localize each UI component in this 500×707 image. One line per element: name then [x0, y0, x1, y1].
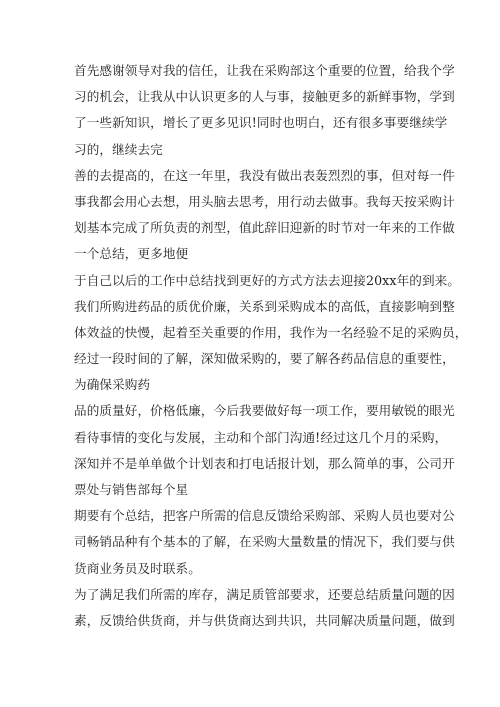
text-line: 划基本完成了所负责的剂型，值此辞旧迎新的时节对一年来的工作做: [74, 220, 455, 236]
text-line: 素，反馈给供货商，并与供货商达到共识，共同解决质量问题，做到: [74, 612, 455, 628]
text-line: 于自己以后的工作中总结找到更好的方式方法去迎接20xx年的到来。: [74, 272, 461, 288]
text-line: 为了满足我们所需的库存，满足质管部要求，还要总结质量问题的因: [74, 586, 455, 602]
text-line: 看待事情的变化与发展，主动和个部门沟通!经过这几个月的采购，: [74, 429, 448, 445]
text-line: 司畅销品种有个基本的了解，在采购大量数量的情况下，我们要与供: [74, 534, 455, 550]
text-line: 我们所购进药品的质优价廉，关系到采购成本的高低，直接影响到整: [74, 298, 455, 314]
text-line: 体效益的快慢，起着至关重要的作用，我作为一名经验不足的采购员，: [74, 324, 468, 340]
text-line: 首先感谢领导对我的信任，让我在采购部这个重要的位置，给我个学: [74, 63, 455, 78]
text-line: 事我都会用心去想，用头脑去思考，用行动去做事。我每天按采购计: [74, 193, 455, 209]
text-line: 期要有个总结，把客户所需的信息反馈给采购部、采购人员也要对公: [74, 508, 455, 524]
text-line: 经过一段时间的了解，深知做采购的，要了解各药品信息的重要性，: [74, 351, 455, 367]
text-line: 票处与销售部每个星: [74, 482, 189, 497]
text-line: 深知并不是单单做个计划表和打电话报计划，那么简单的事，公司开: [74, 455, 455, 471]
text-line: 习的，继续去完: [74, 141, 163, 157]
text-line: 习的机会，让我从中认识更多的人与事，接触更多的新鲜事物，学到: [74, 89, 455, 105]
body-text: [74, 58, 468, 634]
text-line: 品的质量好，价格低廉，今后我要做好每一项工作，要用敏锐的眼光: [74, 403, 455, 419]
text-line: 货商业务员及时联系。: [74, 560, 201, 576]
text-line: 为确保采购药: [74, 377, 151, 393]
text-line: 了一些新知识，增长了更多见识!同时也明白，还有很多事要继续学: [74, 115, 448, 131]
text-line: 善的去提高的，在这一年里，我没有做出表轰烈烈的事，但对每一件: [74, 167, 455, 183]
text-line: 一个总结，更多地便: [74, 246, 189, 262]
